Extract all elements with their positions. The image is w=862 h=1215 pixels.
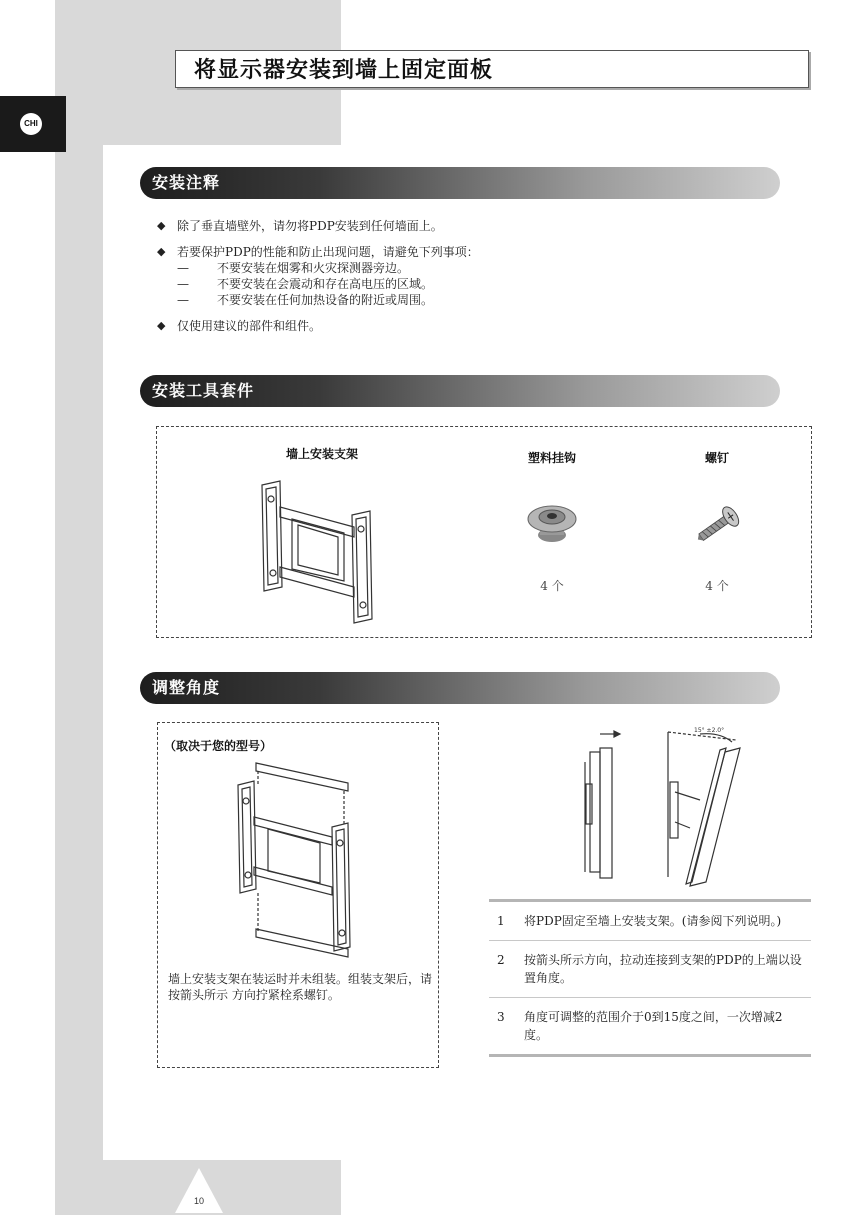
notes-list xyxy=(157,218,797,344)
list-item xyxy=(157,318,797,334)
bracket-label: 墙上安装支架 xyxy=(285,447,358,461)
section-header-angle: 调整角度 xyxy=(140,672,780,704)
page-title: 将显示器安装到墙上固定面板 xyxy=(175,50,809,88)
kit-box xyxy=(156,426,812,638)
hook-qty: 4 个 xyxy=(540,579,564,593)
sub-text: 不要安装在任何加热设备的附近或周围。 xyxy=(217,293,434,307)
step-text: 将PDP固定至墙上安装支架。(请参阅下列说明。) xyxy=(524,914,782,928)
model-note: （取决于您的型号） xyxy=(164,739,273,753)
sub-text: 不要安装在会震动和存在高电压的区域。 xyxy=(217,277,434,291)
dash-marker: — xyxy=(177,277,189,291)
sub-item xyxy=(177,260,797,276)
step-number: 3 xyxy=(497,1010,505,1024)
page-number: 10 xyxy=(193,1196,204,1206)
list-item xyxy=(157,218,797,234)
dash-marker: — xyxy=(177,261,189,275)
bracket-assembly-icon xyxy=(228,757,368,965)
language-tab xyxy=(0,96,66,152)
step-number: 2 xyxy=(497,953,505,967)
sub-text: 不要安装在烟雾和火灾探测器旁边。 xyxy=(217,261,410,275)
screw-qty: 4 个 xyxy=(705,579,729,593)
list-item xyxy=(157,244,797,308)
dash-marker: — xyxy=(177,293,189,307)
plastic-hook-icon xyxy=(524,497,580,549)
sub-item xyxy=(177,276,797,292)
diamond-bullet-icon: ◆ xyxy=(157,319,166,332)
note-text: 仅使用建议的部件和组件。 xyxy=(177,319,322,333)
step-number: 1 xyxy=(497,914,505,928)
language-badge: CHI xyxy=(20,113,42,135)
assembly-note: 墙上安装支架在装运时并未组装。组装支架后，请按箭头所示 方向拧紧栓系螺钉。 xyxy=(168,972,433,1002)
step-text: 按箭头所示方向，拉动连接到支架的PDP的上端以设置角度。 xyxy=(524,953,802,985)
diamond-bullet-icon: ◆ xyxy=(157,219,166,232)
table-row xyxy=(489,940,811,997)
left-gray-strip xyxy=(55,0,103,1215)
diamond-bullet-icon: ◆ xyxy=(157,245,166,258)
sub-item xyxy=(177,292,797,308)
table-row xyxy=(489,997,811,1054)
note-text: 若要保护PDP的性能和防止出现问题，请避免下列事项： xyxy=(177,245,479,259)
hook-label: 塑料挂钩 xyxy=(527,451,576,465)
angle-label: 15° ±2.0° xyxy=(694,727,725,734)
section-header-kit: 安装工具套件 xyxy=(140,375,780,407)
page-number-triangle xyxy=(175,1168,223,1213)
step-text: 角度可调整的范围介于0到15度之间，一次增减2度。 xyxy=(524,1010,783,1042)
wall-bracket-icon xyxy=(252,477,392,627)
assembly-box xyxy=(157,722,439,1068)
screw-icon xyxy=(693,501,747,547)
table-row xyxy=(489,902,811,940)
note-text: 除了垂直墙壁外，请勿将PDP安装到任何墙面上。 xyxy=(177,219,443,233)
screw-label: 螺钉 xyxy=(704,451,729,465)
section-header-notes: 安装注释 xyxy=(140,167,780,199)
tilt-diagram-icon xyxy=(560,722,810,892)
steps-table xyxy=(489,899,811,1057)
